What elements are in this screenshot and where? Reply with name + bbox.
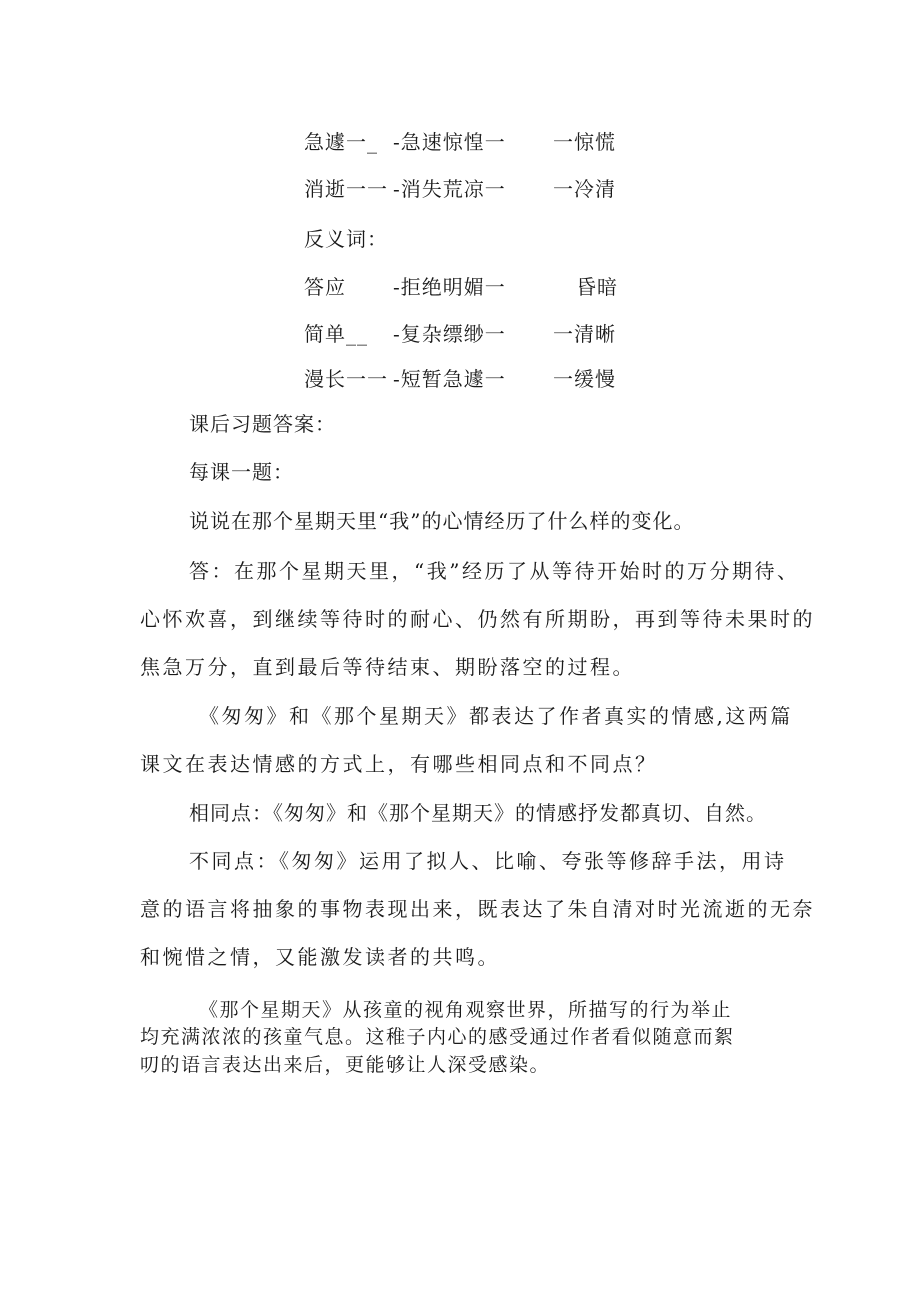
synonym-2-word: 消逝一一 [304, 177, 388, 201]
difference-line-2: 意的语言将抽象的事物表现出来，既表达了朱自清对时光流逝的无奈 [140, 897, 815, 921]
synonym-2-middle: -消失荒凉一 [393, 177, 506, 201]
answers-heading: 课后习题答案： [189, 412, 336, 436]
antonym-1-end: 昏暗 [576, 275, 618, 299]
question-heading: 每课一题： [189, 460, 294, 484]
question-1: 说说在那个星期天里“我”的心情经历了什么样的变化。 [189, 509, 695, 533]
difference2-line-3: 叨的语言表达出来后，更能够让人深受感染。 [140, 1054, 551, 1076]
synonym-1-middle: -急速惊惶一 [393, 130, 506, 154]
synonym-2-end: 一冷清 [553, 177, 616, 201]
antonym-2-end: 一清晰 [553, 322, 616, 346]
question-2-line-1: 《匆匆》和《那个星期天》都表达了作者真实的情感,这两篇 [199, 704, 793, 728]
antonym-1-middle: -拒绝明媚一 [393, 275, 506, 299]
antonym-2-word: 简单__ [304, 322, 368, 346]
similarity: 相同点：《匆匆》和《那个星期天》的情感抒发都真切、自然。 [189, 801, 767, 825]
difference2-line-2: 均充满浓浓的孩童气息。这稚子内心的感受通过作者看似随意而絮 [140, 1026, 735, 1048]
antonym-2-middle: -复杂缥缈一 [393, 322, 506, 346]
antonym-label: 反义词： [304, 227, 388, 251]
difference-line-1: 不同点：《匆匆》运用了拟人、比喻、夸张等修辞手法，用诗 [189, 849, 787, 873]
question-2-line-2: 课文在表达情感的方式上，有哪些相同点和不同点？ [140, 752, 658, 776]
difference2-line-1: 《那个星期天》从孩童的视角观察世界，所描写的行为举止 [199, 999, 733, 1021]
synonym-1-end: 一惊慌 [553, 130, 616, 154]
difference-line-3: 和惋惜之情，又能激发读者的共鸣。 [140, 945, 500, 969]
antonym-3-word: 漫长一一 [304, 367, 388, 391]
answer-1-line-3: 焦急万分，直到最后等待结束、期盼落空的过程。 [140, 655, 635, 679]
antonym-3-middle: -短暂急遽一 [393, 367, 506, 391]
answer-1-line-2: 心怀欢喜，到继续等待时的耐心、仍然有所期盼，再到等待未果时的 [140, 607, 815, 631]
synonym-1-word: 急遽一_ [304, 130, 378, 154]
antonym-3-end: 一缓慢 [553, 367, 616, 391]
antonym-1-word: 答应 [304, 275, 346, 299]
answer-1-line-1: 答：在那个星期天里，“我”经历了从等待开始时的万分期待、 [189, 559, 800, 583]
